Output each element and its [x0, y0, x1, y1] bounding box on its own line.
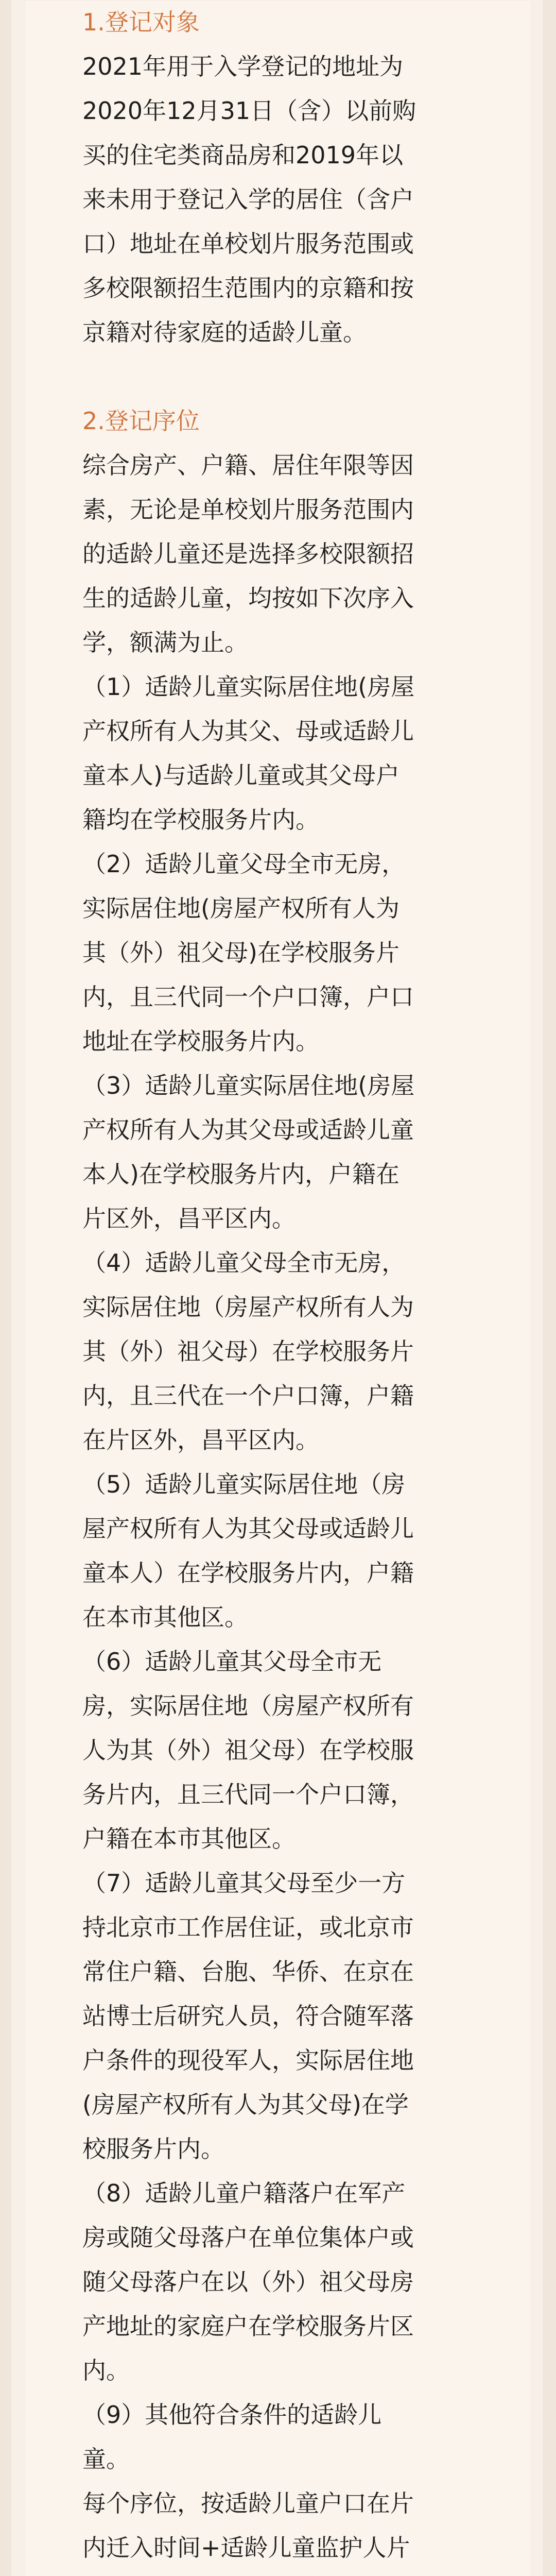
- text-line: 综合房产、户籍、居住年限等因: [82, 451, 414, 479]
- text-line: 的适龄儿童还是选择多校限额招: [82, 540, 414, 568]
- section-heading-registration-order: 2.登记序位: [82, 407, 200, 435]
- priority-item-4: [82, 1241, 474, 1462]
- text-line: 籍均在学校服务片内。: [82, 806, 319, 834]
- text-line: 在片区外，昌平区内。: [82, 1426, 319, 1454]
- text-line: 来未用于登记入学的居住（含户: [82, 185, 414, 213]
- text-line: 产权所有人为其父母或适龄儿童: [82, 1116, 414, 1144]
- priority-item-1: [82, 665, 474, 842]
- text-line: 口）地址在单校划片服务范围或: [82, 230, 414, 258]
- text-line: 2021年用于入学登记的地址为: [82, 53, 404, 80]
- text-line: 实际居住地(房屋产权所有人为: [82, 894, 399, 922]
- article-content: [82, 0, 474, 2576]
- text-line: 产地址的家庭户在学校服务片区: [82, 2312, 414, 2340]
- text-line: 童本人)与适龄儿童或其父母户: [82, 761, 399, 789]
- priority-item-7: [82, 1861, 474, 2171]
- text-line: 人为其（外）祖父母）在学校服: [82, 1736, 414, 1764]
- text-line: 素，无论是单校划片服务范围内: [82, 496, 414, 523]
- section2-closing-paragraph: [82, 2481, 474, 2576]
- text-line: 2020年12月31日（含）以前购: [82, 97, 416, 125]
- text-line: 内，且三代在一个户口簿，户籍: [82, 1382, 414, 1410]
- right-margin: [543, 0, 556, 2576]
- text-line: 站博士后研究人员，符合随军落: [82, 2002, 414, 2030]
- text-line: 户籍在本市其他区。: [82, 1825, 296, 1853]
- section2-intro-paragraph: [82, 443, 474, 665]
- text-line: （6）适龄儿童其父母全市无: [82, 1648, 382, 1675]
- text-line: 本人)在学校服务片内，户籍在: [82, 1160, 399, 1188]
- text-line: 务片内，且三代同一个户口簿，: [82, 1781, 414, 1808]
- priority-item-2: [82, 842, 474, 1063]
- text-line: 在本市其他区。: [82, 1603, 248, 1631]
- text-line: （8）适龄儿童户籍落户在军产: [82, 2179, 406, 2207]
- text-line: （2）适龄儿童父母全市无房，: [82, 850, 406, 878]
- text-line: 片区外，昌平区内。: [82, 1205, 296, 1232]
- priority-list: [82, 665, 474, 2481]
- section-gap: [82, 354, 474, 399]
- priority-item-8: [82, 2171, 474, 2393]
- text-line: 童本人）在学校服务片内，户籍: [82, 1559, 414, 1587]
- text-line: 内。: [82, 2357, 130, 2384]
- text-line: 随父母落户在以（外）祖父母房: [82, 2268, 414, 2296]
- text-line: （1）适龄儿童实际居住地(房屋: [82, 673, 415, 701]
- text-line: 常住户籍、台胞、华侨、在京在: [82, 1958, 414, 1986]
- text-line: 产权所有人为其父、母或适龄儿: [82, 717, 414, 745]
- text-line: 内迁入时间+适龄儿童监护人片: [82, 2534, 410, 2562]
- text-line: 户条件的现役军人，实际居住地: [82, 2046, 414, 2074]
- text-line: 买的住宅类商品房和2019年以: [82, 141, 404, 169]
- text-line: （5）适龄儿童实际居住地（房: [82, 1470, 406, 1498]
- text-line: （3）适龄儿童实际居住地(房屋: [82, 1072, 415, 1099]
- text-line: 内，且三代同一个户口簿，户口: [82, 983, 414, 1011]
- text-line: （7）适龄儿童其父母至少一方: [82, 1869, 406, 1897]
- text-line: 其（外）祖父母）在学校服务片: [82, 1337, 414, 1365]
- text-line: (房屋产权所有人为其父母)在学: [82, 2091, 409, 2119]
- text-line: 京籍对待家庭的适龄儿童。: [82, 318, 367, 346]
- text-line: 地址在学校服务片内。: [82, 1027, 319, 1055]
- text-line: 实际居住地（房屋产权所有人为: [82, 1293, 414, 1321]
- text-line: 房，实际居住地（房屋产权所有: [82, 1692, 414, 1720]
- text-line: 每个序位，按适龄儿童户口在片: [82, 2489, 414, 2517]
- text-line: 持北京市工作居住证，或北京市: [82, 1913, 414, 1941]
- priority-item-9: [82, 2393, 474, 2481]
- text-line: （9）其他符合条件的适龄儿: [82, 2401, 382, 2429]
- left-margin: [0, 0, 11, 2576]
- text-line: 屋产权所有人为其父母或适龄儿: [82, 1515, 414, 1543]
- text-line: [82, 2570, 474, 2576]
- priority-item-3: [82, 1063, 474, 1241]
- text-line: 多校限额招生范围内的京籍和按: [82, 274, 414, 302]
- text-line: 校服务片内。: [82, 2135, 224, 2163]
- text-line: 其（外）祖父母)在学校服务片: [82, 939, 399, 967]
- text-line: 房或随父母落户在单位集体户或: [82, 2224, 414, 2251]
- text-line: 学，额满为止。: [82, 629, 248, 656]
- section1-paragraph: [82, 44, 474, 354]
- text-line: 生的适龄儿童，均按如下次序入: [82, 584, 414, 612]
- priority-item-5: [82, 1462, 474, 1639]
- section-heading-registration-target: 1.登记对象: [82, 8, 200, 36]
- priority-item-6: [82, 1639, 474, 1861]
- text-line: 童。: [82, 2445, 130, 2473]
- text-line: （4）适龄儿童父母全市无房，: [82, 1249, 406, 1277]
